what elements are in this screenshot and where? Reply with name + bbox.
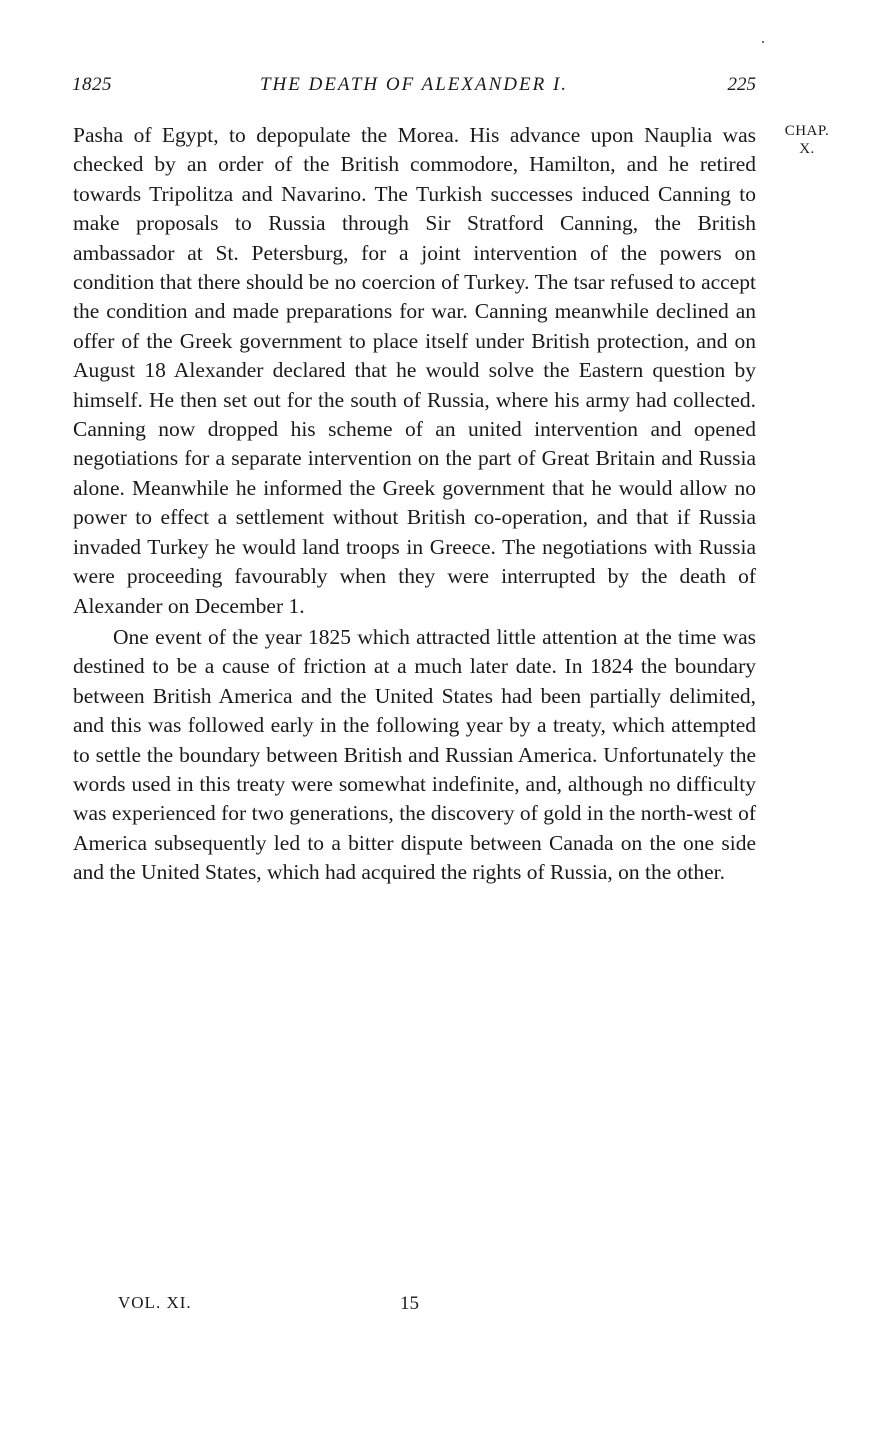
paragraph-1: Pasha of Egypt, to depopulate the Morea. His advance upon Nauplia was checked by an order of the British commodore, Hamilton, and he retired towards Tripolitza and Navarino. The Turkish successes induced Canning to make proposals to Russia through Sir Stratford Canning, the British ambassador at St. Petersburg, for a joint intervention of the powers on condition that there should be no coercion of Turkey. The tsar refused to accept the condition and made preparations for war. Canning meanwhile declined an offer of the Greek government to place itself under British protection, and on August 18 Alexander declared that he would solve the Eastern question by himself. He then set out for the south of Russia, where his army had collected. Canning now dropped his scheme of an united intervention and opened negotiations for a separate intervention on the part of Great Britain and Russia alone. Meanwhile he informed the Greek government that he would allow no power to effect a settlement without British co-operation, and that if Russia invaded Turkey he would land troops in Greece. The negotiations with Russia were proceeding favourably when they were interrupted by the death of Alexander on December 1. (73, 123, 756, 618)
page-footer (118, 1293, 438, 1319)
signature-mark: 15 (400, 1293, 419, 1314)
chapter-margin-note (772, 122, 842, 158)
body-text (73, 121, 756, 888)
paragraph-2: One event of the year 1825 which attracted little attention at the time was destined to be a cause of friction at a much later date. In 1824 the boundary between British America and the United States had been partially delimited, and this was followed early in the following year by a treaty, which attempted to settle the boundary between British and Russian America. Unfortunately the words used in this treaty were somewhat indefinite, and, although no difficulty was experienced for two generations, the discovery of gold in the north-west of America subsequently led to a bitter dispute between Canada on the one side and the United States, which had acquired the rights of Russia, on the other. (73, 624, 756, 885)
volume-mark: VOL. XI. (118, 1293, 192, 1312)
chapter-number: X. (799, 141, 815, 157)
running-head-title: THE DEATH OF ALEXANDER I. (259, 74, 569, 95)
chapter-label: CHAP. (784, 123, 830, 139)
page-number: 225 (727, 74, 756, 95)
running-head (72, 74, 756, 102)
print-speck (762, 41, 764, 43)
running-head-year: 1825 (72, 74, 112, 95)
